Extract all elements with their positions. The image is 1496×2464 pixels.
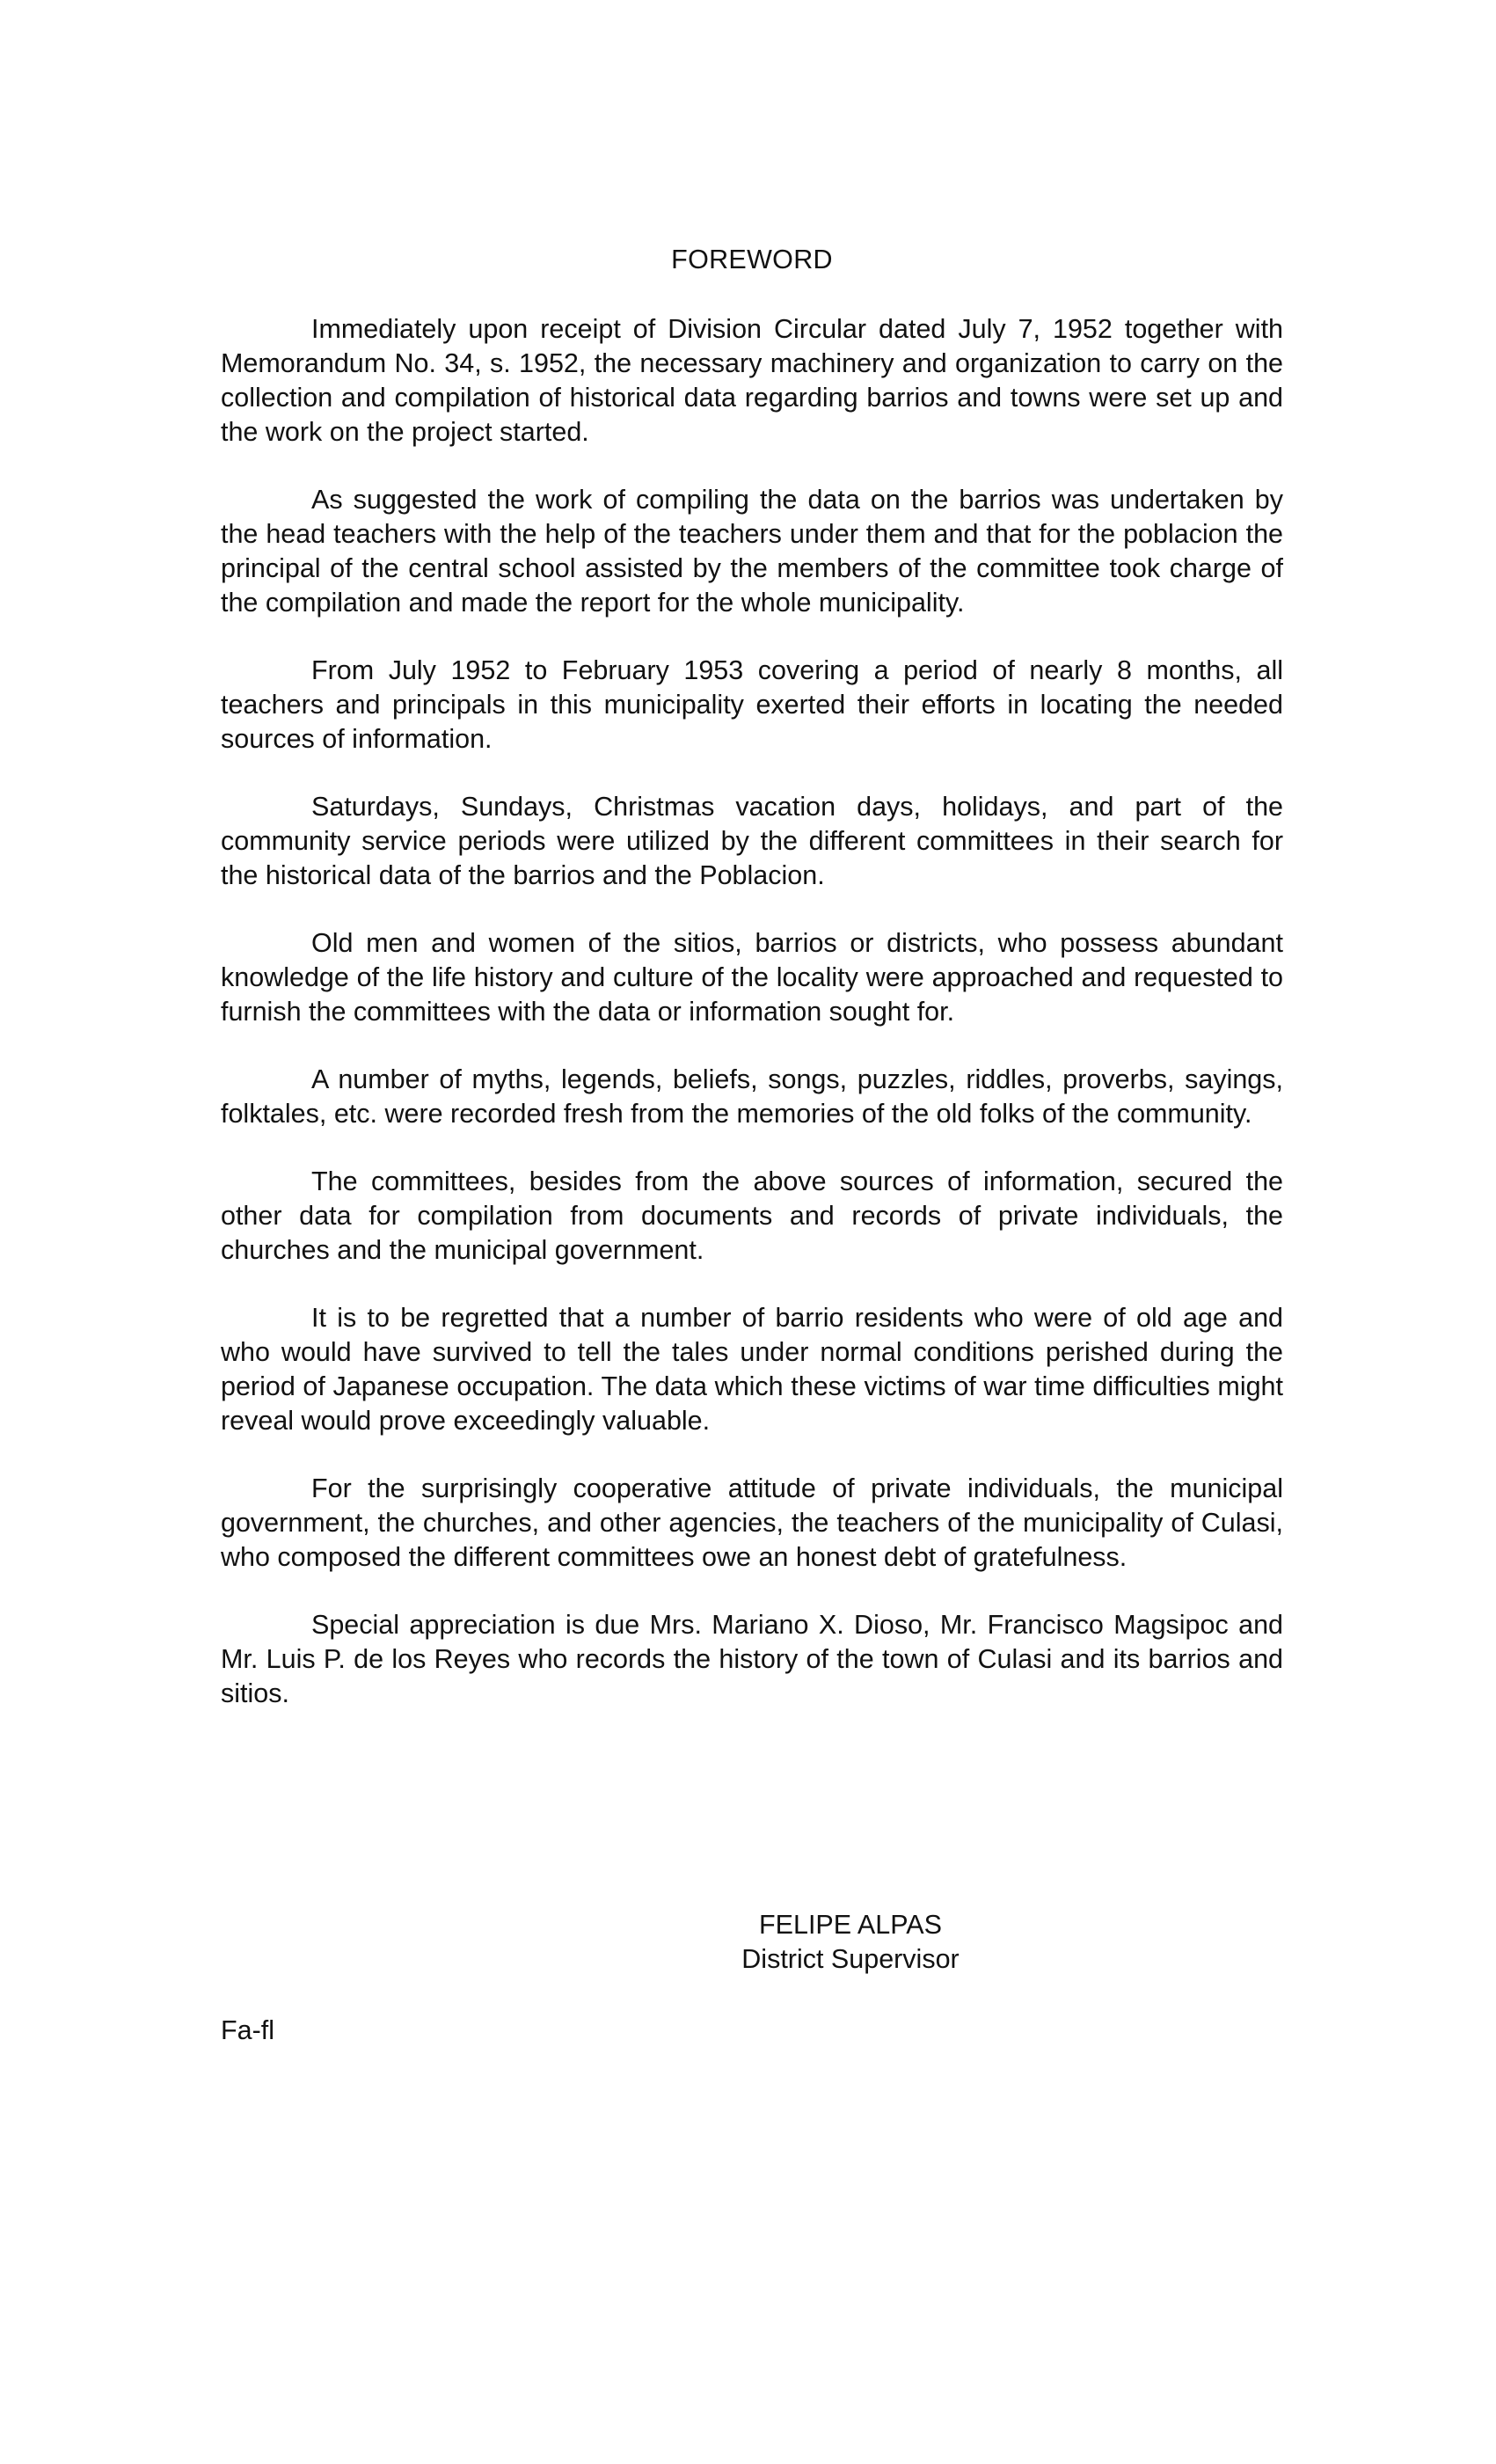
paragraph-1: Immediately upon receipt of Division Circular dated July 7, 1952 together with Memorandum No. 34, s. 1952, the necessary machinery and organization to carry on the collection and compilation of historical data regarding barrios and towns were set up and the work on the project started. [221, 314, 1283, 447]
document-body [221, 243, 1283, 1744]
paragraph-8: It is to be regretted that a number of barrio residents who were of old age and who would have survived to tell the tales under normal conditions perished during the period of Japanese occupation. The data which these victims of war time difficulties might reveal would prove exceedingly valuable. [221, 1303, 1283, 1436]
paragraph-3: From July 1952 to February 1953 covering a period of nearly 8 months, all teachers and principals in this municipality exerted their efforts in locating the needed sources of information. [221, 655, 1283, 754]
paragraph-4: Saturdays, Sundays, Christmas vacation days, holidays, and part of the community service periods were utilized by the different committees in their search for the historical data of the barrios and the Poblacion. [221, 792, 1283, 890]
page-title: FOREWORD [671, 245, 833, 274]
paragraph-7: The committees, besides from the above sources of information, secured the other data for compilation from documents and records of private individuals, the churches and the municipal government. [221, 1166, 1283, 1265]
paragraph-10: Special appreciation is due Mrs. Mariano X. Dioso, Mr. Francisco Magsipoc and Mr. Luis P. de los Reyes who records the history of the town of Culasi and its barrios and sitios. [221, 1610, 1283, 1708]
signatory-position: District Supervisor [741, 1944, 960, 1974]
paragraph-2: As suggested the work of compiling the data on the barrios was undertaken by the head teachers with the help of the teachers under them and that for the poblacion the principal of the central school assisted by the members of the committee took charge of the compilation and made the report for the whole municipality. [221, 485, 1283, 618]
paragraph-6: A number of myths, legends, beliefs, songs, puzzles, riddles, proverbs, sayings, folktales, etc. were recorded fresh from the memories of the old folks of the community. [221, 1064, 1283, 1129]
paragraph-5: Old men and women of the sitios, barrios or districts, who possess abundant knowledge of the life history and culture of the locality were approached and requested to furnish the committees with the data or information sought for. [221, 928, 1283, 1027]
reference-initials: Fa-fl [221, 2015, 274, 2045]
signature-block [666, 1908, 1035, 1977]
paragraph-9: For the surprisingly cooperative attitude of private individuals, the municipal government, the churches, and other agencies, the teachers of the municipality of Culasi, who composed the different committees owe an honest debt of gratefulness. [221, 1473, 1283, 1572]
signatory-name: FELIPE ALPAS [759, 1910, 942, 1940]
